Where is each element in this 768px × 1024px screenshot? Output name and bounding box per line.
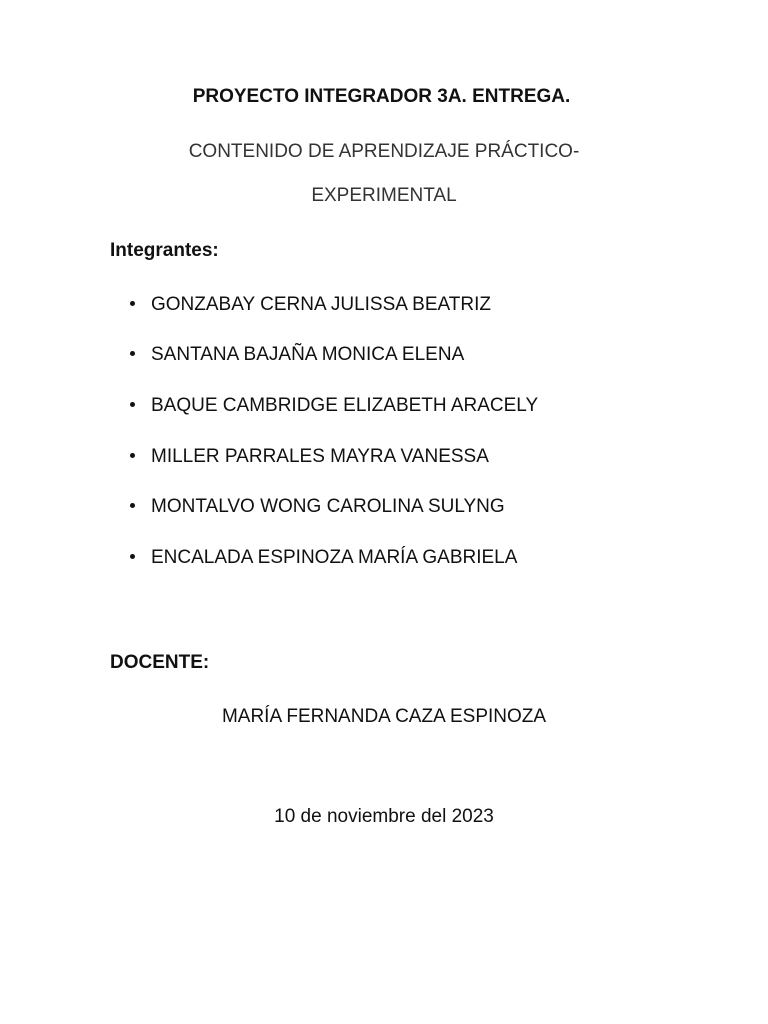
list-item <box>130 344 464 366</box>
list-item <box>130 446 489 468</box>
document-date: 10 de noviembre del 2023 <box>274 806 494 827</box>
teacher-heading: DOCENTE: <box>110 652 210 673</box>
document-subtitle-line-1: CONTENIDO DE APRENDIZAJE PRÁCTICO- <box>188 141 580 162</box>
member-name: MILLER PARRALES MAYRA VANESSA <box>151 446 489 467</box>
bullet-icon <box>130 554 135 559</box>
document-title: PROYECTO INTEGRADOR 3A. ENTREGA. <box>192 86 571 107</box>
list-item <box>130 395 538 417</box>
list-item <box>130 294 491 316</box>
bullet-icon <box>130 402 135 407</box>
list-item <box>130 547 517 569</box>
list-item <box>130 496 505 518</box>
bullet-icon <box>130 503 135 508</box>
bullet-icon <box>130 301 135 306</box>
member-name: MONTALVO WONG CAROLINA SULYNG <box>151 496 505 517</box>
member-name: BAQUE CAMBRIDGE ELIZABETH ARACELY <box>151 395 539 416</box>
member-name: SANTANA BAJAÑA MONICA ELENA <box>151 344 465 365</box>
members-heading: Integrantes: <box>110 240 219 261</box>
bullet-icon <box>130 351 135 356</box>
member-name: GONZABAY CERNA JULISSA BEATRIZ <box>151 294 491 315</box>
teacher-name: MARÍA FERNANDA CAZA ESPINOZA <box>221 706 547 727</box>
bullet-icon <box>130 453 135 458</box>
document-subtitle-line-2: EXPERIMENTAL <box>311 185 457 206</box>
member-name: ENCALADA ESPINOZA MARÍA GABRIELA <box>151 547 518 568</box>
